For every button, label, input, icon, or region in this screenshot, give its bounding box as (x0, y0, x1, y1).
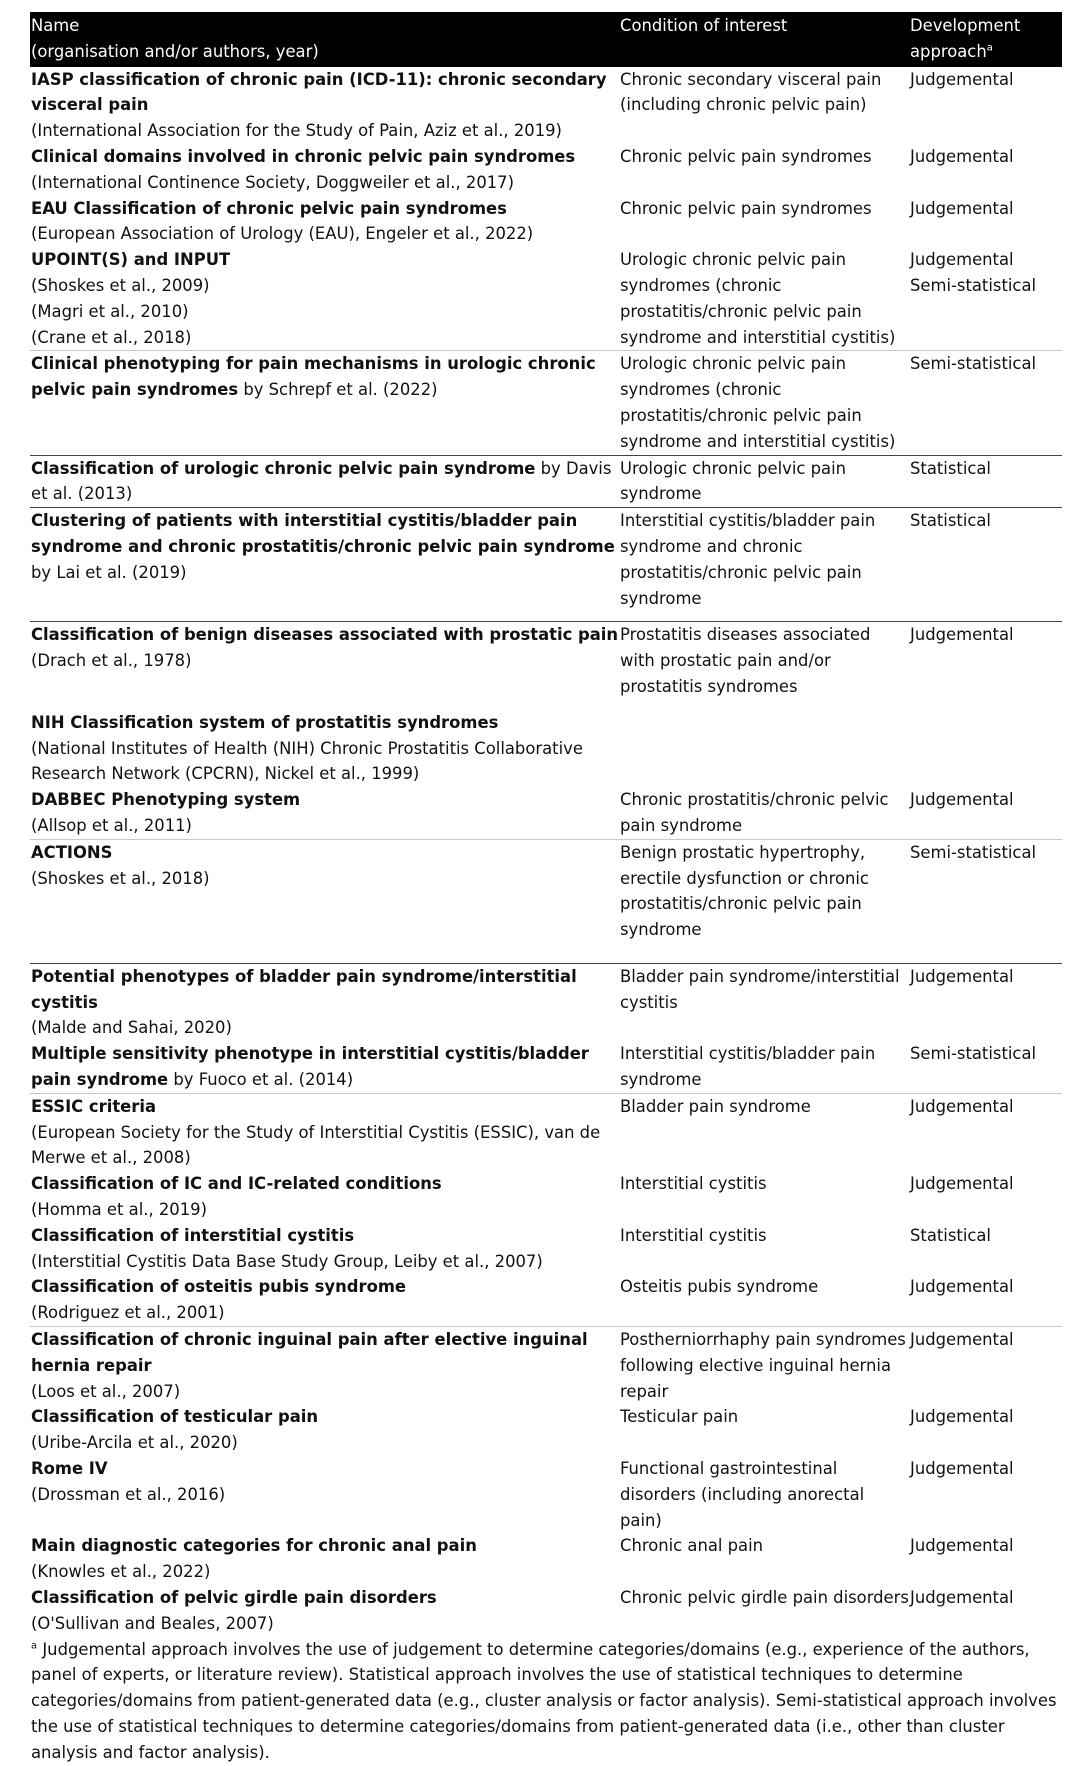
condition-cell: Chronic prostatitis/chronic pelvic pain syndrome (620, 790, 889, 835)
name-cell: Classification of pelvic girdle pain disorders (O'Sullivan and Beales, 2007) (31, 1588, 437, 1633)
condition-cell: Urologic chronic pelvic pain syndrome (619, 455, 909, 508)
approach-cell: Judgemental (910, 790, 1014, 810)
condition-cell: Urologic chronic pelvic pain syndromes (chronic prostatitis/chronic pelvic pain syndrome and interstitial cystitis) (620, 250, 896, 347)
name-cell: IASP classification of chronic pain (ICD-11): chronic secondary visceral pain (International Association for the Study of Pain, Aziz et al., 2019) (31, 69, 607, 141)
approach-cell: Judgemental (910, 146, 1014, 166)
condition-cell: Chronic pelvic girdle pain disorders (620, 1588, 909, 1608)
table-row (30, 1404, 1062, 1456)
approach-cell: Judgemental (910, 1536, 1014, 1556)
condition-cell: Chronic pelvic pain syndromes (620, 146, 872, 166)
table-row (30, 710, 1062, 787)
condition-cell: Bladder pain syndrome/interstitial cystitis (619, 963, 909, 1041)
table-row (30, 1533, 1062, 1585)
approach-cell: Judgemental (910, 1588, 1014, 1608)
table-row (30, 1171, 1062, 1223)
condition-cell: Benign prostatic hypertrophy, erectile dysfunction or chronic prostatitis/chronic pelvic pain syndrome (619, 839, 909, 963)
name-cell: Multiple sensitivity phenotype in interstitial cystitis/bladder pain syndrome by Fuoco et al. (2014) (31, 1044, 589, 1090)
table-row (30, 1327, 1062, 1405)
condition-cell: Interstitial cystitis (620, 1174, 767, 1194)
table-row (30, 1274, 1062, 1326)
table-row (30, 839, 1062, 963)
table-row (30, 622, 1062, 710)
approach-cell: Judgemental Semi-statistical (910, 250, 1037, 295)
table-row (30, 508, 1062, 622)
table-body (30, 67, 1062, 1637)
condition-cell: Chronic anal pain (620, 1536, 764, 1556)
name-cell: Main diagnostic categories for chronic anal pain (Knowles et al., 2022) (31, 1536, 477, 1582)
condition-cell: Chronic secondary visceral pain (including chronic pelvic pain) (620, 69, 882, 115)
condition-cell: Osteitis pubis syndrome (620, 1277, 819, 1297)
approach-cell: Judgemental (910, 1277, 1014, 1297)
approach-cell: Semi-statistical (909, 839, 1062, 963)
condition-cell: Functional gastrointestinal disorders (including anorectal pain) (620, 1459, 865, 1530)
name-cell: Clustering of patients with interstitial cystitis/bladder pain syndrome and chronic prostatitis/chronic pelvic pain syndrome by Lai et al. (2019) (30, 508, 619, 622)
table-row (30, 247, 1062, 351)
name-cell: UPOINT(S) and INPUT (Shoskes et al., 2009) (Magri et al., 2010) (Crane et al., 2018) (31, 250, 231, 347)
name-cell: Classification of benign diseases associated with prostatic pain (Drach et al., 1978) (30, 622, 619, 710)
approach-cell: Semi-statistical (909, 351, 1062, 455)
approach-cell: Judgemental (910, 1459, 1014, 1479)
table-row (30, 144, 1062, 196)
name-cell: ACTIONS (Shoskes et al., 2018) (30, 839, 619, 963)
name-cell: Classification of osteitis pubis syndrome (Rodriguez et al., 2001) (31, 1277, 407, 1323)
header-condition: Condition of interest (619, 12, 909, 67)
name-cell: Classification of IC and IC-related conditions (Homma et al., 2019) (31, 1174, 442, 1220)
name-cell: EAU Classification of chronic pelvic pain syndromes (European Association of Urology (EAU), Engeler et al., 2022) (31, 198, 534, 244)
name-cell: Classification of urologic chronic pelvic pain syndrome by Davis et al. (2013) (30, 455, 619, 508)
table-row (30, 1456, 1062, 1533)
approach-cell: Judgemental (909, 622, 1062, 710)
condition-cell: Testicular pain (620, 1407, 739, 1427)
name-cell: Classification of interstitial cystitis (Interstitial Cystitis Data Base Study Group, Leiby et al., 2007) (31, 1225, 543, 1271)
name-cell: Clinical phenotyping for pain mechanisms in urologic chronic pelvic pain syndromes by Schrepf et al. (2022) (30, 351, 619, 455)
table-header (30, 12, 1062, 67)
footnote-marker: a (986, 42, 993, 54)
header-name: Name (organisation and/or authors, year) (30, 12, 619, 67)
name-cell: Rome IV (Drossman et al., 2016) (31, 1459, 226, 1504)
table-row (30, 1223, 1062, 1275)
approach-cell: Statistical (909, 455, 1062, 508)
footnote-marker: a (31, 1640, 38, 1652)
document-page (30, 12, 1062, 1766)
name-cell: Classification of testicular pain (Uribe-Arcila et al., 2020) (31, 1407, 319, 1453)
name-cell: Clinical domains involved in chronic pelvic pain syndromes (International Continence Society, Doggweiler et al., 2017) (31, 146, 576, 192)
approach-cell: Judgemental (910, 69, 1014, 89)
table-row (30, 1041, 1062, 1093)
condition-cell: Urologic chronic pelvic pain syndromes (chronic prostatitis/chronic pelvic pain syndrome and interstitial cystitis) (619, 351, 909, 455)
condition-cell: Postherniorrhaphy pain syndromes following elective inguinal hernia repair (619, 1327, 909, 1405)
name-cell: Potential phenotypes of bladder pain syndrome/interstitial cystitis (Malde and Sahai, 2020) (30, 963, 619, 1041)
approach-cell: Judgemental (909, 1327, 1062, 1405)
approach-cell (909, 710, 1062, 787)
approach-cell: Judgemental (909, 963, 1062, 1041)
approach-cell: Semi-statistical (910, 1044, 1037, 1064)
condition-cell: Interstitial cystitis/bladder pain syndrome (620, 1044, 876, 1090)
approach-cell: Judgemental (910, 1407, 1014, 1427)
condition-cell: Bladder pain syndrome (619, 1093, 909, 1171)
condition-cell: Interstitial cystitis/bladder pain syndrome and chronic prostatitis/chronic pelvic pain syndrome (619, 508, 909, 622)
name-cell: DABBEC Phenotyping system (Allsop et al., 2011) (31, 790, 301, 835)
table-row (30, 196, 1062, 248)
approach-cell: Judgemental (910, 198, 1014, 218)
table-row (30, 351, 1062, 455)
condition-cell: Interstitial cystitis (620, 1225, 767, 1245)
approach-cell: Judgemental (909, 1093, 1062, 1171)
header-approach: Development approach$^a$ (909, 12, 1062, 67)
approach-cell: Judgemental (910, 1174, 1014, 1194)
condition-cell: Prostatitis diseases associated with prostatic pain and/or prostatitis syndromes (619, 622, 909, 710)
table-row (30, 1585, 1062, 1637)
table-row (30, 67, 1062, 144)
approach-cell: Statistical (910, 1225, 991, 1245)
approach-cell: Statistical (909, 508, 1062, 622)
name-cell: ESSIC criteria (European Society for the Study of Interstitial Cystitis (ESSIC), van de Merwe et al., 2008) (30, 1093, 619, 1171)
table-footnote: $^a$ Judgemental approach involves the use of judgement to determine categories/domains (e.g., experience of the authors, panel of experts, or literature review). Statistical approach involves the use of statistical techniques to determine categories/domains from patient-generated data (e.g., cluster analysis or factor analysis). Semi-statistical approach involves the use of statistical techniques to determine categories/domains from patient-generated data (i.e., other than cluster analysis and factor analysis). (31, 1639, 1057, 1762)
name-cell: NIH Classification system of prostatitis syndromes (National Institutes of Health (NIH) Chronic Prostatitis Collaborative Research Network (CPCRN), Nickel et al., 1999) (31, 712, 583, 784)
condition-cell: Chronic pelvic pain syndromes (620, 198, 872, 218)
table-row (30, 455, 1062, 508)
table-row (30, 1093, 1062, 1171)
table-row (30, 787, 1062, 839)
table-row (30, 963, 1062, 1041)
condition-cell (619, 710, 909, 787)
name-cell: Classification of chronic inguinal pain after elective inguinal hernia repair (Loos et al., 2007) (30, 1327, 619, 1405)
classification-table (30, 12, 1062, 1637)
